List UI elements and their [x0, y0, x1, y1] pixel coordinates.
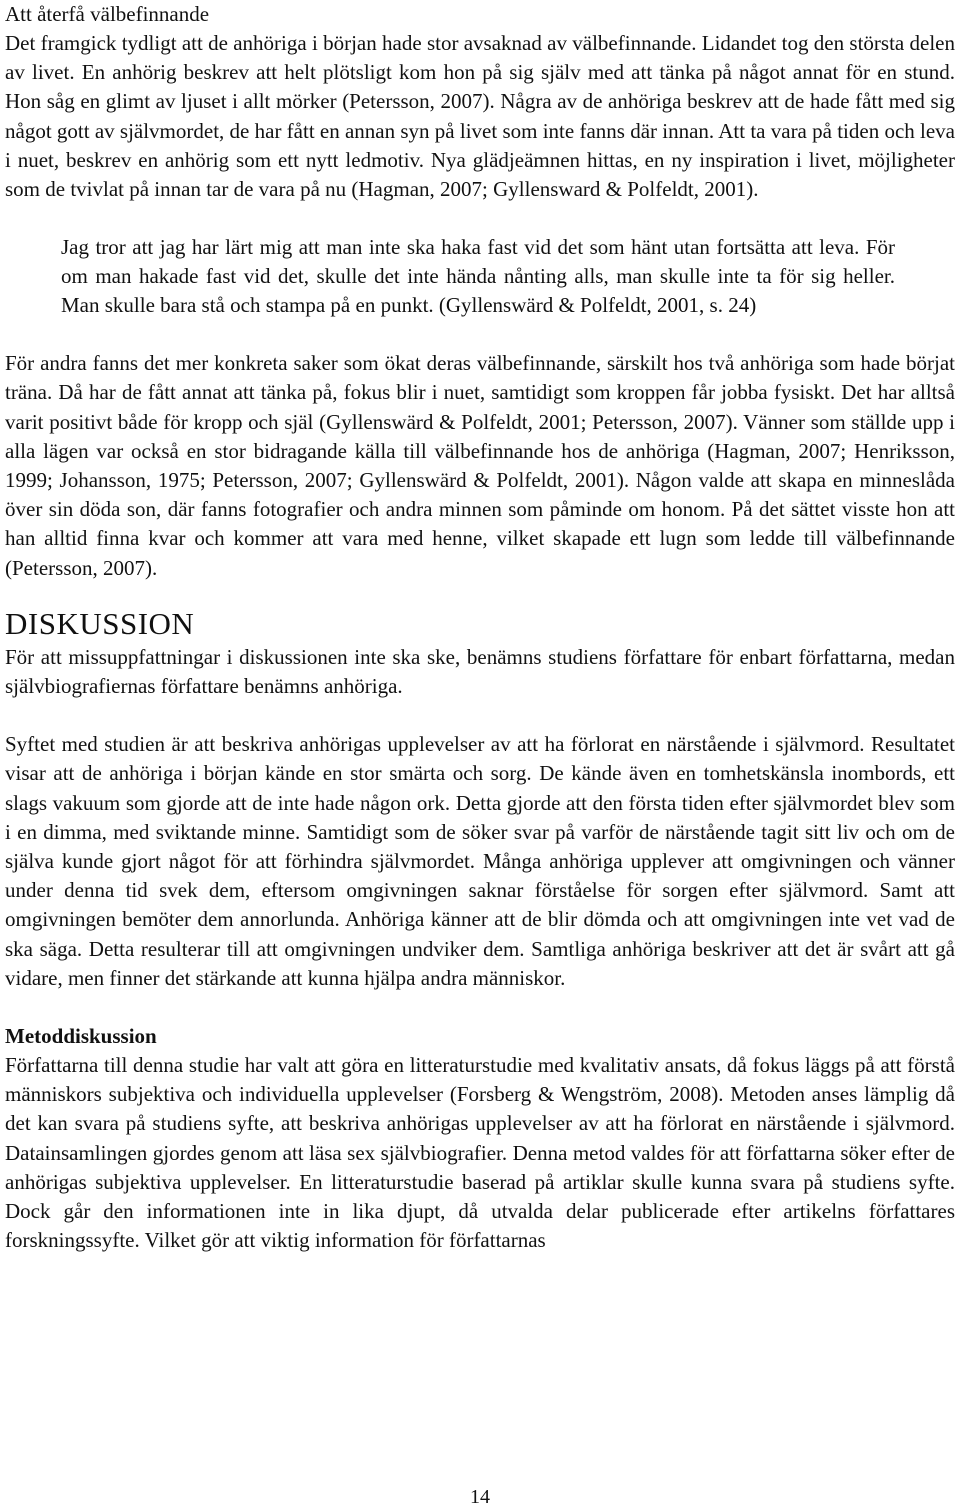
section-subheading: Att återfå välbefinnande — [5, 2, 210, 26]
page-number: 14 — [470, 1486, 490, 1508]
body-paragraph: För andra fanns det mer konkreta saker som ökat deras välbefinnande, särskilt hos två anhöriga som hade börjat träna. Då har de fått annat att tänka på, fokus blir i nuet, samtidigt som kroppen får jobba fysiskt. Det har alltså varit positivt både för kropp och själ (Gyllenswärd & Polfeldt, 2001; Petersson, 2007). Vänner som ställde upp i alla lägen var också en stor bidragande källa till välbefinnande hos de anhöriga (Hagman, 2007; Henriksson, 1999; Johansson, 1975; Petersson, 2007; Gyllenswärd & Polfeldt, 2001). Någon valde att skapa en minneslåda över sin döda son, där fanns fotografier och andra minnen som påminde om honom. På det sättet visste hon att han alltid finna kvar och kommer att vara med henne, vilket skapade ett lugn som ledde till välbefinnande (Petersson, 2007). — [5, 351, 955, 580]
spacer — [5, 701, 955, 730]
body-paragraph: Författarna till denna studie har valt att göra en litteraturstudie med kvalitativ ansats, då fokus läggs på att förstå människors subjektiva och individuella upplevelser (Forsberg & Wengström, 2008). Metoden anses lämplig då det kan svara på studiens syfte, att beskriva anhörigas upplevelser av att ha förlorat en närstående i självmord. Datainsamlingen gjordes genom att läsa sex självbiografier. Denna metod valdes för att författarna söker efter de anhörigas subjektiva upplevelser. En litteraturstudie baserad på artiklar skulle kunna svara på studiens syfte. Dock går den informationen inte in lika djupt, då utvalda delar publicerade efter artikelns författares forskningssyfte. Vilket gör att viktig information för författarnas — [5, 1053, 955, 1253]
body-paragraph: Det framgick tydligt att de anhöriga i början hade stor avsaknad av välbefinnande. Lidandet tog den största delen av livet. En anhörig beskrev att helt plötsligt kom hon på sig själv med att tänka på något annat för en stund. Hon såg en glimt av ljuset i allt mörker (Petersson, 2007). Några av de anhöriga beskrev att de hade fått med sig något gott av självmordet, de har fått en annan syn på livet som inte fanns där innan. Att ta vara på tiden och leva i nuet, beskrev en anhörig som ett nytt ledmotiv. Nya glädjeämnen hittas, en ny inspiration i livet, möjligheter som de tvivlat på innan tar de vara på nu (Hagman, 2007; Gyllensward & Polfeldt, 2001). — [5, 31, 955, 202]
spacer — [5, 993, 955, 1022]
body-paragraph: För att missuppfattningar i diskussionen inte ska ske, benämns studiens författare för enbart författarna, medan självbiografiernas författare benämns anhöriga. — [5, 644, 955, 699]
document-page — [5, 0, 955, 1256]
spacer — [5, 204, 955, 233]
spacer — [5, 320, 955, 349]
method-heading: Metoddiskussion — [5, 1024, 157, 1049]
discussion-heading: DISKUSSION — [5, 605, 195, 641]
block-quote: Jag tror att jag har lärt mig att man inte ska haka fast vid det som hänt utan fortsätta att leva. För om man hakade fast vid det, skulle det inte hända nånting alls, man skulle inte ta för sig heller. Man skulle bara stå och stampa på en punkt. (Gyllenswärd & Polfeldt, 2001, s. 24) — [61, 235, 895, 318]
body-paragraph: Syftet med studien är att beskriva anhörigas upplevelser av att ha förlorat en närstående i självmord. Resultatet visar att de anhöriga i början kände en stor smärta och sorg. De kände även en tomhetskänsla inombords, ett slags vakuum som gjorde att de inte hade någon ork. Detta gjorde att den första tiden efter självmordet blev som i en dimma, med sviktande minne. Samtidigt som de söker svar på varför de närstående tagit sitt liv och om de själva kunde gjort något för att förhindra självmordet. Många anhöriga upplever att omgivningen och vänner under denna tid svek dem, eftersom omgivningen saknar förståelse för sorgen efter självmord. Samt att omgivningen bemöter dem annorlunda. Anhöriga känner att de blir dömda och att omgivningen inte vet vad de ska säga. Detta resulterar till att omgivningen undviker dem. Samtliga anhöriga beskriver att det är svårt att gå vidare, men finner det stärkande att kunna hjälpa andra människor. — [5, 732, 955, 990]
spacer — [5, 583, 955, 605]
